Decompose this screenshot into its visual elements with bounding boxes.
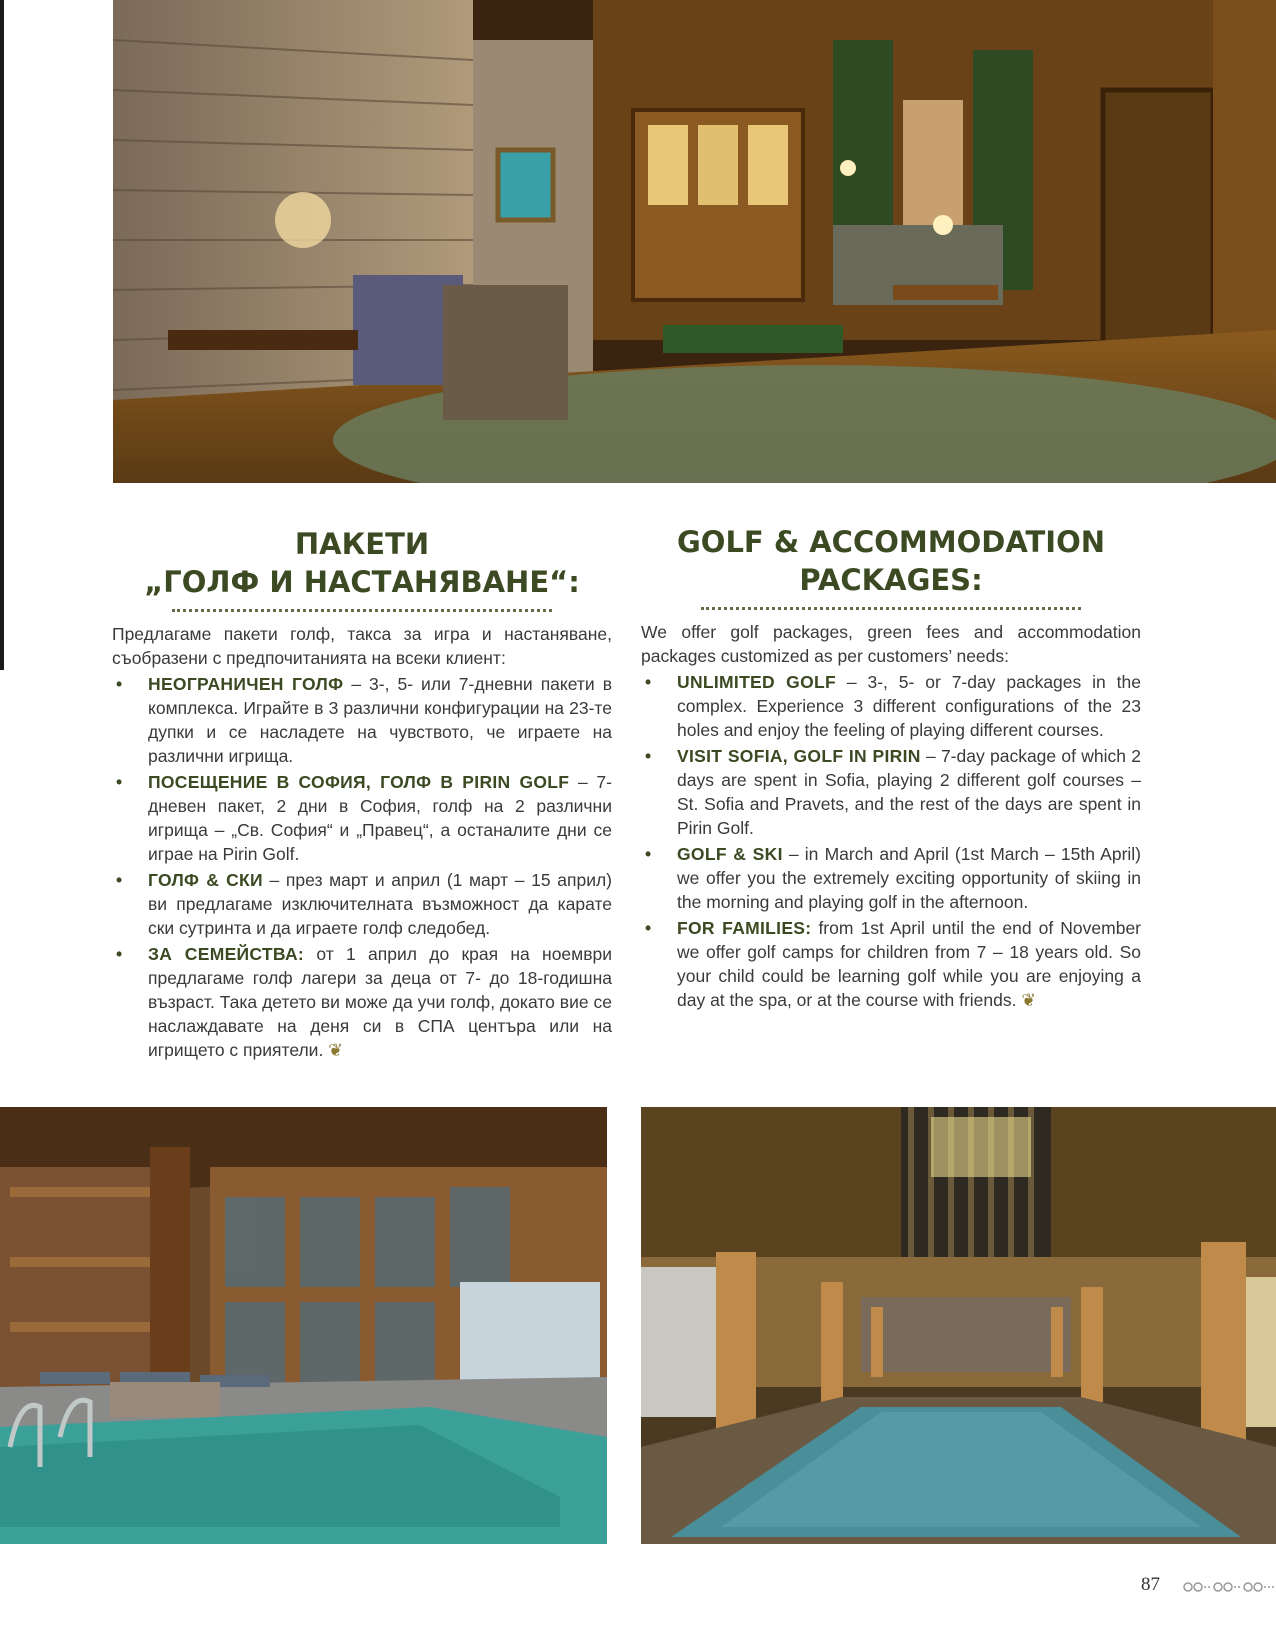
- english-column: [641, 525, 1141, 1012]
- indoor-pool-photo: [641, 1107, 1276, 1544]
- en-heading-line1: GOLF & ACCOMMODATION: [676, 525, 1106, 559]
- bg-heading-line1: ПАКЕТИ: [294, 527, 430, 561]
- lodge-lobby-photo: [113, 0, 1276, 483]
- dotted-divider: [172, 609, 552, 612]
- list-item: • НЕОГРАНИЧЕН ГОЛФ – 3-, 5- или 7-дневни пакети в комплекса. Играйте в 3 различни конфигурации на 23-те дупки и се насладете на чувството, че играете на различни игрища.: [116, 674, 613, 766]
- list-item: • ПОСЕЩЕНИЕ В СОФИЯ, ГОЛФ В PIRIN GOLF – 7-дневен пакет, 2 дни в София, голф на 2 различни игрища – „Св. София“ и „Правец“, а останалите дни се играе на Pirin Golf.: [116, 772, 612, 864]
- package-term: ГОЛФ & СКИ: [148, 870, 263, 890]
- en-heading-line2: PACKAGES:: [799, 563, 983, 597]
- package-text: – 3-, 5- or 7-day packages in the complex. Experience 3 different configurations of the 23 holes and enjoy the feeling of playing different courses.: [677, 672, 1142, 740]
- bg-intro: Предлагаме пакети голф, такса за игра и настаняване, съобразени с предпочитанията на всеки клиент:: [112, 624, 612, 668]
- package-text: – in March and April (1st March – 15th April) we offer you the extremely exciting opportunity of skiing in the morning and playing golf in the afternoon.: [677, 844, 1141, 912]
- package-text: from 1st April until the end of November we offer golf camps for children from 7 – 18 years old. So your child could be learning golf while you are enjoying a day at the spa, or at the course with friends.: [677, 918, 1141, 1010]
- package-term: ЗА СЕМЕЙСТВА:: [148, 944, 305, 964]
- en-package-list: [641, 670, 1141, 1012]
- page-number: 87: [1141, 1574, 1160, 1595]
- ornament-icon: [1180, 1577, 1276, 1597]
- en-intro: We offer golf packages, green fees and accommodation packages customized as per customers’ needs:: [641, 622, 1141, 666]
- bg-heading-line2: „ГОЛФ И НАСТАНЯВАНЕ“:: [144, 565, 580, 599]
- list-item: • UNLIMITED GOLF – 3-, 5- or 7-day packages in the complex. Experience 3 different configurations of the 23 holes and enjoy the feeling of playing different courses.: [645, 672, 1142, 740]
- package-term: FOR FAMILIES:: [677, 918, 812, 938]
- bg-heading: [112, 525, 612, 601]
- package-text: от 1 април до края на ноември предлагаме голф лагери за деца от 7- до 18-годишна възраст. Така детето ви може да учи голф, докато вие се наслаждавате на деня си в СПА центъра или на игрището с приятели.: [148, 944, 612, 1060]
- package-text: – 7-дневен пакет, 2 дни в София, голф на 2 различни игрища – „Св. София“ и „Правец“, а останалите дни се играе на Pirin Golf.: [148, 772, 612, 864]
- dotted-divider: [701, 607, 1081, 610]
- list-item: • VISIT SOFIA, GOLF IN PIRIN – 7-day package of which 2 days are spent in Sofia, playing 2 different golf courses – St. Sofia and Pravets, and the rest of the days are spent in Pirin Golf.: [645, 746, 1141, 838]
- package-term: НЕОГРАНИЧЕН ГОЛФ: [148, 674, 344, 694]
- list-item: • ГОЛФ & СКИ – през март и април (1 март – 15 април) ви предлагаме изключителната възможност да карате ски сутринта и да играете голф следобед.: [116, 870, 613, 938]
- outdoor-pool-photo: [0, 1107, 607, 1544]
- list-item: • FOR FAMILIES: from 1st April until the end of November we offer golf camps for children from 7 – 18 years old. So your child could be learning golf while you are enjoying a day at the spa, or at the course with friends. ❦: [645, 918, 1141, 1010]
- package-term: UNLIMITED GOLF: [677, 672, 836, 692]
- list-item: • GOLF & SKI – in March and April (1st March – 15th April) we offer you the extremely exciting opportunity of skiing in the morning and playing golf in the afternoon.: [645, 844, 1141, 912]
- en-heading: [641, 523, 1141, 599]
- package-text: – 7-day package of which 2 days are spent in Sofia, playing 2 different golf courses – St. Sofia and Pravets, and the rest of the days are spent in Pirin Golf.: [677, 746, 1141, 838]
- package-term: ПОСЕЩЕНИЕ В СОФИЯ, ГОЛФ В PIRIN GOLF: [148, 772, 570, 792]
- package-text: – 3-, 5- или 7-дневни пакети в комплекса. Играйте в 3 различни конфигурации на 23-те дупки и се насладете на чувството, че играете на различни игрища.: [148, 674, 613, 766]
- page-edge-strip: [0, 0, 4, 670]
- package-term: GOLF & SKI: [677, 844, 783, 864]
- package-text: – през март и април (1 март – 15 април) ви предлагаме изключителната възможност да карате ски сутринта и да играете голф следобед.: [148, 870, 613, 938]
- list-item: • ЗА СЕМЕЙСТВА: от 1 април до края на ноември предлагаме голф лагери за деца от 7- до 18-годишна възраст. Така детето ви може да учи голф, докато вие се наслаждавате на деня си в СПА центъра или на игрището с приятели. ❦: [116, 944, 612, 1060]
- bulgarian-column: [112, 525, 612, 1062]
- end-mark-icon: ❦: [1021, 990, 1037, 1010]
- package-term: VISIT SOFIA, GOLF IN PIRIN: [677, 746, 921, 766]
- bg-package-list: [112, 672, 612, 1062]
- end-mark-icon: ❦: [328, 1040, 343, 1060]
